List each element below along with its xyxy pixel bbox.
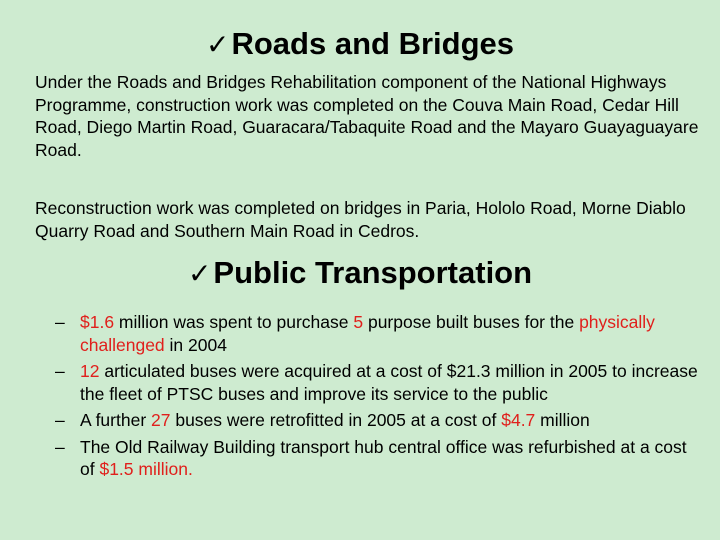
highlighted-figure: $1.5 million. (99, 459, 193, 479)
highlighted-figure: $1.6 (80, 312, 115, 332)
dash-bullet-icon: – (55, 436, 65, 457)
heading-roads-and-bridges (0, 26, 720, 63)
dash-bullet-icon: – (55, 410, 65, 430)
bridges-paragraph: Reconstruction work was completed on bridges in Paria, Hololo Road, Morne Diablo Quarry Road and Southern Main Road in Cedros. (35, 198, 686, 241)
highlighted-figure: 27 (151, 410, 171, 430)
checkmark-icon: ✓ (187, 257, 212, 290)
bullet-text: articulated buses were acquired at a cost of $21.3 million in 2005 to increase the fleet of PTSC buses and improve its service to the public (80, 361, 698, 404)
heading-text: Public Transportation (213, 255, 533, 290)
highlighted-figure: $4.7 (501, 410, 536, 430)
bullet-text: million was spent to purchase (114, 312, 354, 332)
bullet-text: A further (80, 410, 152, 430)
checkmark-icon: ✓ (206, 28, 230, 61)
dash-bullet-icon: – (55, 312, 65, 332)
roads-paragraph: Under the Roads and Bridges Rehabilitation component of the National Highways Programme, construction work was completed on the Couva Main Road, Cedar Hill Road, Diego Martin Road, Guaracara/Tabaquite Road and the Mayaro Guayaguayare Road. (35, 72, 699, 160)
highlighted-figure: 12 (80, 361, 100, 381)
transportation-bullet-list (55, 311, 705, 485)
bullet-text: purpose built buses for the (363, 312, 580, 332)
bullet-item (55, 311, 705, 356)
bullet-text: The Old Railway Building transport hub central office was refurbished at a cost of (80, 436, 687, 479)
bullet-text: million (535, 410, 590, 430)
heading-public-transportation (0, 255, 720, 292)
highlighted-figure: physically challenged (80, 312, 655, 355)
dash-bullet-icon: – (55, 361, 65, 381)
bullet-item (55, 360, 705, 405)
highlighted-figure: 5 (353, 312, 364, 332)
bullet-item (55, 436, 705, 481)
heading-text: Roads and Bridges (231, 26, 514, 61)
bullet-text: buses were retrofitted in 2005 at a cost of (170, 410, 502, 430)
bullet-text: in 2004 (164, 334, 227, 355)
bullet-item (55, 409, 705, 432)
